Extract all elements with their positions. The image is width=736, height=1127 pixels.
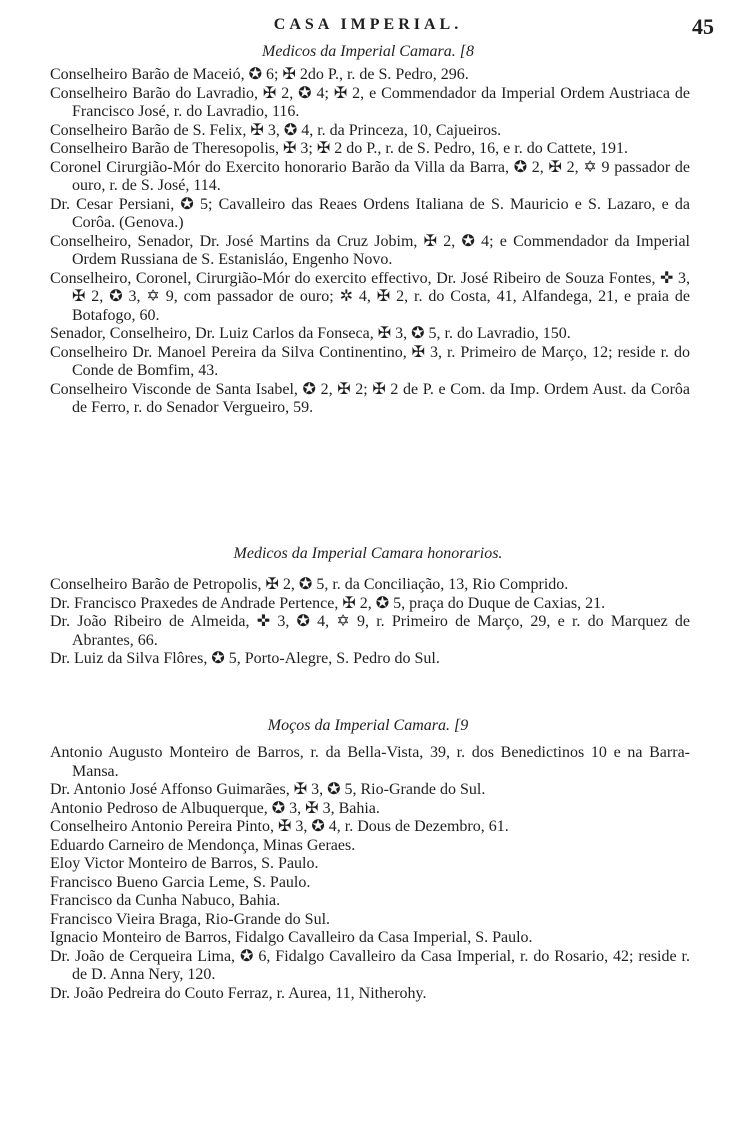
list-item: Dr. Cesar Persiani, ✪ 5; Cavalleiro das Reaes Ordens Italiana de S. Mauricio e S. Lazaro, e da Corôa. (Genova.): [50, 195, 690, 231]
list-item: Senador, Conselheiro, Dr. Luiz Carlos da Fonseca, ✠ 3, ✪ 5, r. do Lavradio, 150.: [50, 325, 571, 342]
list-item: Conselheiro Barão de Maceió, ✪ 6; ✠ 2do P., r. de S. Pedro, 296.: [50, 66, 469, 83]
list-item: Conselheiro Barão de Petropolis, ✠ 2, ✪ 5, r. da Conciliação, 13, Rio Comprido.: [50, 576, 569, 593]
section-mocos-entries: [50, 744, 690, 1003]
list-item: Antonio Augusto Monteiro de Barros, r. da Bella-Vista, 39, r. dos Benedictinos 10 e na Barra-Mansa.: [50, 744, 690, 780]
list-item: Conselheiro Dr. Manoel Pereira da Silva Continentino, ✠ 3, r. Primeiro de Março, 12; reside r. do Conde de Bomfim, 43.: [50, 343, 690, 379]
list-item: Conselheiro Visconde de Santa Isabel, ✪ 2, ✠ 2; ✠ 2 de P. e Com. da Imp. Ordem Aust. da Corôa de Ferro, r. do Senador Vergueiro, 59.: [50, 380, 690, 416]
list-item: Dr. Luiz da Silva Flôres, ✪ 5, Porto-Alegre, S. Pedro do Sul.: [50, 650, 440, 667]
running-title: CASA IMPERIAL.: [273, 16, 463, 33]
section-heading-mocos: Moços da Imperial Camara. [9: [267, 717, 469, 734]
list-item: Conselheiro Antonio Pereira Pinto, ✠ 3, ✪ 4, r. Dous de Dezembro, 61.: [50, 818, 509, 835]
list-item: Eduardo Carneiro de Mendonça, Minas Geraes.: [50, 836, 356, 854]
list-item: Eloy Victor Monteiro de Barros, S. Paulo.: [50, 855, 319, 872]
list-item: Coronel Cirurgião-Mór do Exercito honorario Barão da Villa da Barra, ✪ 2, ✠ 2, ✡ 9 passador de ouro, r. de S. José, 114.: [50, 158, 690, 194]
list-item: Dr. Francisco Praxedes de Andrade Pertence, ✠ 2, ✪ 5, praça do Duque de Caxias, 21.: [50, 594, 606, 612]
list-item: Francisco Vieira Braga, Rio-Grande do Sul.: [50, 910, 331, 928]
list-item: Dr. João de Cerqueira Lima, ✪ 6, Fidalgo Cavalleiro da Casa Imperial, r. do Rosario, 42; reside r. de D. Anna Nery, 120.: [50, 947, 690, 983]
section-medicos-entries: [50, 66, 690, 418]
list-item: Dr. Antonio José Affonso Guimarães, ✠ 3, ✪ 5, Rio-Grande do Sul.: [50, 781, 486, 798]
list-item: Conselheiro Barão do Lavradio, ✠ 2, ✪ 4; ✠ 2, e Commendador da Imperial Ordem Austriaca de Francisco José, r. do Lavradio, 116.: [50, 84, 690, 120]
list-item: Dr. João Ribeiro de Almeida, ✜ 3, ✪ 4, ✡ 9, r. Primeiro de Março, 29, e r. do Marquez de Abrantes, 66.: [50, 613, 690, 649]
list-item: Conselheiro Barão de S. Felix, ✠ 3, ✪ 4, r. da Princeza, 10, Cajueiros.: [50, 121, 502, 139]
section-heading-medicos: Medicos da Imperial Camara. [8: [262, 43, 474, 60]
list-item: Conselheiro Barão de Theresopolis, ✠ 3; ✠ 2 do P., r. de S. Pedro, 16, e r. do Cattete, 191.: [50, 140, 628, 157]
list-item: Francisco Bueno Garcia Leme, S. Paulo.: [50, 873, 311, 891]
list-item: Antonio Pedroso de Albuquerque, ✪ 3, ✠ 3, Bahia.: [50, 799, 380, 817]
section-heading-honorarios: Medicos da Imperial Camara honorarios.: [233, 545, 503, 562]
running-header: [0, 16, 736, 42]
list-item: Conselheiro, Coronel, Cirurgião-Mór do exercito effectivo, Dr. José Ribeiro de Souza Fontes, ✜ 3, ✠ 2, ✪ 3, ✡ 9, com passador de ouro; ✲ 4, ✠ 2, r. do Costa, 41, Alfandega, 21, e praia de Botafogo, 60.: [50, 269, 690, 324]
section-honorarios-entries: [50, 576, 690, 669]
list-item: Conselheiro, Senador, Dr. José Martins da Cruz Jobim, ✠ 2, ✪ 4; e Commendador da Imperial Ordem Russiana de S. Estanisláo, Engenho Novo.: [50, 232, 690, 268]
page-number: 45: [692, 14, 714, 39]
list-item: Ignacio Monteiro de Barros, Fidalgo Cavalleiro da Casa Imperial, S. Paulo.: [50, 929, 533, 946]
list-item: Francisco da Cunha Nabuco, Bahia.: [50, 892, 281, 909]
list-item: Dr. João Pedreira do Couto Ferraz, r. Aurea, 11, Nitherohy.: [50, 984, 427, 1002]
